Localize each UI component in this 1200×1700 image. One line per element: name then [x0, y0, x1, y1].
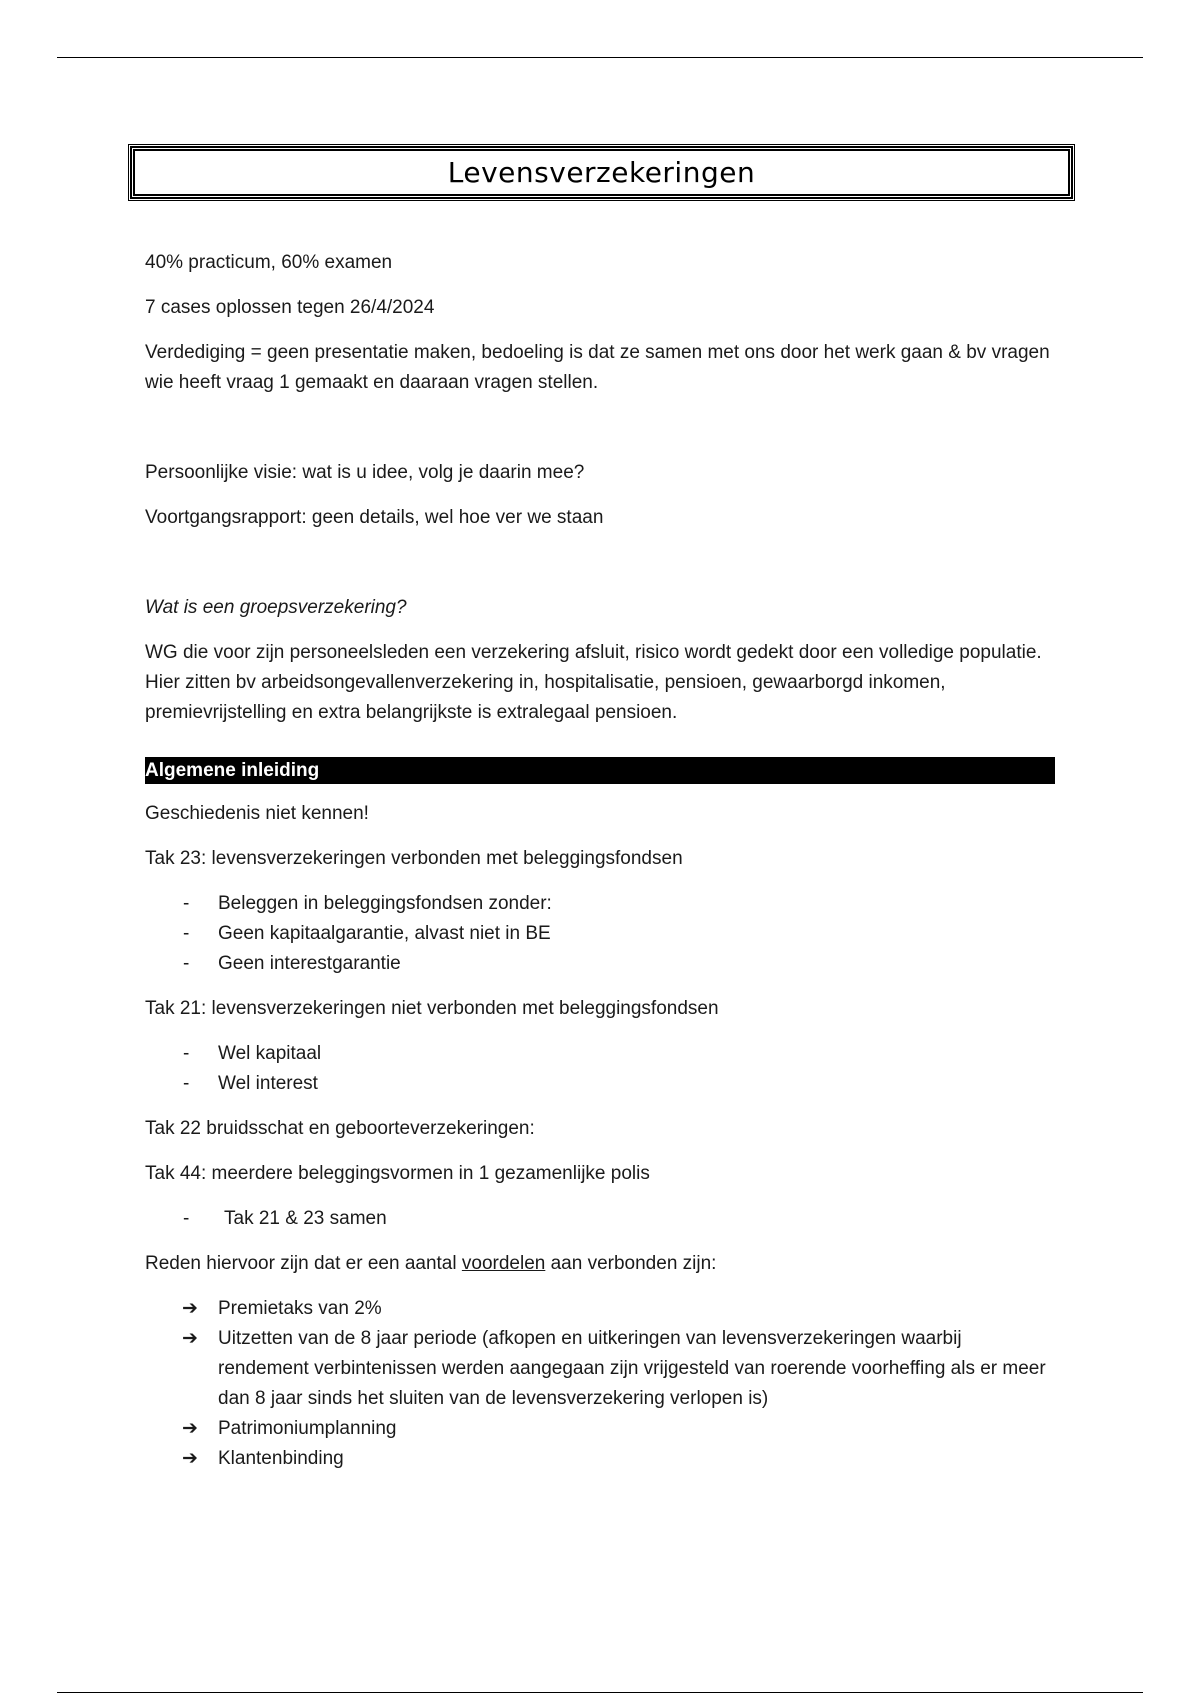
voordelen-list: [145, 1294, 1055, 1474]
tak23-line: Tak 23: levensverzekeringen verbonden met beleggingsfondsen: [145, 848, 683, 869]
reden-line: Reden hiervoor zijn dat er een aantal voordelen aan verbonden zijn:: [145, 1253, 717, 1274]
question-heading: Wat is een groepsverzekering?: [145, 597, 407, 618]
document-title: Levensverzekeringen: [447, 156, 756, 189]
document-body: [145, 248, 1055, 1489]
document-title-box: [130, 146, 1073, 199]
arrow-bullet-icon: ➔: [182, 1418, 198, 1439]
list-item: ➔ Premietaks van 2%: [145, 1294, 1055, 1324]
list-item: - Geen interestgarantie: [145, 949, 1055, 979]
list-item: ➔ Uitzetten van de 8 jaar periode (afkopen en uitkeringen van levensverzekeringen waarbij rendement verbintenissen werden aangegaan zijn vrijgesteld van roerende voorheffing als er meer dan 8 jaar sinds het sluiten van de levensverzekering verlopen is): [145, 1324, 1055, 1414]
intro-line-1: 40% practicum, 60% examen: [145, 252, 393, 273]
list-item: - Tak 21 & 23 samen: [145, 1204, 1055, 1234]
question-answer: WG die voor zijn personeelsleden een verzekering afsluit, risico wordt gedekt door een volledige populatie. Hier zitten bv arbeidsongevallenverzekering in, hospitalisatie, pensioen, gewaarborgd inkomen, premievrijstelling en extra belangrijkste is extralegaal pensioen.: [145, 642, 1042, 723]
section-heading: Algemene inleiding: [145, 757, 1055, 784]
visie-line: Persoonlijke visie: wat is u idee, volg je daarin mee?: [145, 462, 585, 483]
tak21-line: Tak 21: levensverzekeringen niet verbonden met beleggingsfondsen: [145, 998, 719, 1019]
list-item: - Beleggen in beleggingsfondsen zonder:: [145, 889, 1055, 919]
voordelen-underlined: voordelen: [461, 1253, 546, 1274]
tak44-line: Tak 44: meerdere beleggingsvormen in 1 gezamenlijke polis: [145, 1163, 650, 1184]
tak44-list: [145, 1204, 1055, 1234]
tak21-list: [145, 1039, 1055, 1099]
footer-rule: [57, 1692, 1143, 1693]
list-item: - Wel interest: [145, 1069, 1055, 1099]
list-item: ➔ Patrimoniumplanning: [145, 1414, 1055, 1444]
list-item: ➔ Klantenbinding: [145, 1444, 1055, 1474]
tak23-list: [145, 889, 1055, 979]
geschiedenis-line: Geschiedenis niet kennen!: [145, 803, 369, 824]
voortgang-line: Voortgangsrapport: geen details, wel hoe ver we staan: [145, 507, 604, 528]
dash-bullet: -: [183, 893, 190, 914]
list-item: - Wel kapitaal: [145, 1039, 1055, 1069]
intro-line-3: Verdediging = geen presentatie maken, bedoeling is dat ze samen met ons door het werk gaan & bv vragen wie heeft vraag 1 gemaakt en daaraan vragen stellen.: [145, 342, 1050, 393]
list-item: - Geen kapitaalgarantie, alvast niet in BE: [145, 919, 1055, 949]
arrow-bullet-icon: ➔: [182, 1298, 198, 1319]
dash-bullet: -: [183, 923, 190, 944]
dash-bullet: -: [183, 953, 190, 974]
arrow-bullet-icon: ➔: [182, 1328, 198, 1349]
dash-bullet: -: [183, 1208, 190, 1229]
intro-line-2: 7 cases oplossen tegen 26/4/2024: [145, 297, 435, 318]
dash-bullet: -: [183, 1043, 190, 1064]
header-rule: [57, 57, 1143, 58]
dash-bullet: -: [183, 1073, 190, 1094]
tak22-line: Tak 22 bruidsschat en geboorteverzekeringen:: [145, 1118, 535, 1139]
arrow-bullet-icon: ➔: [182, 1448, 198, 1469]
